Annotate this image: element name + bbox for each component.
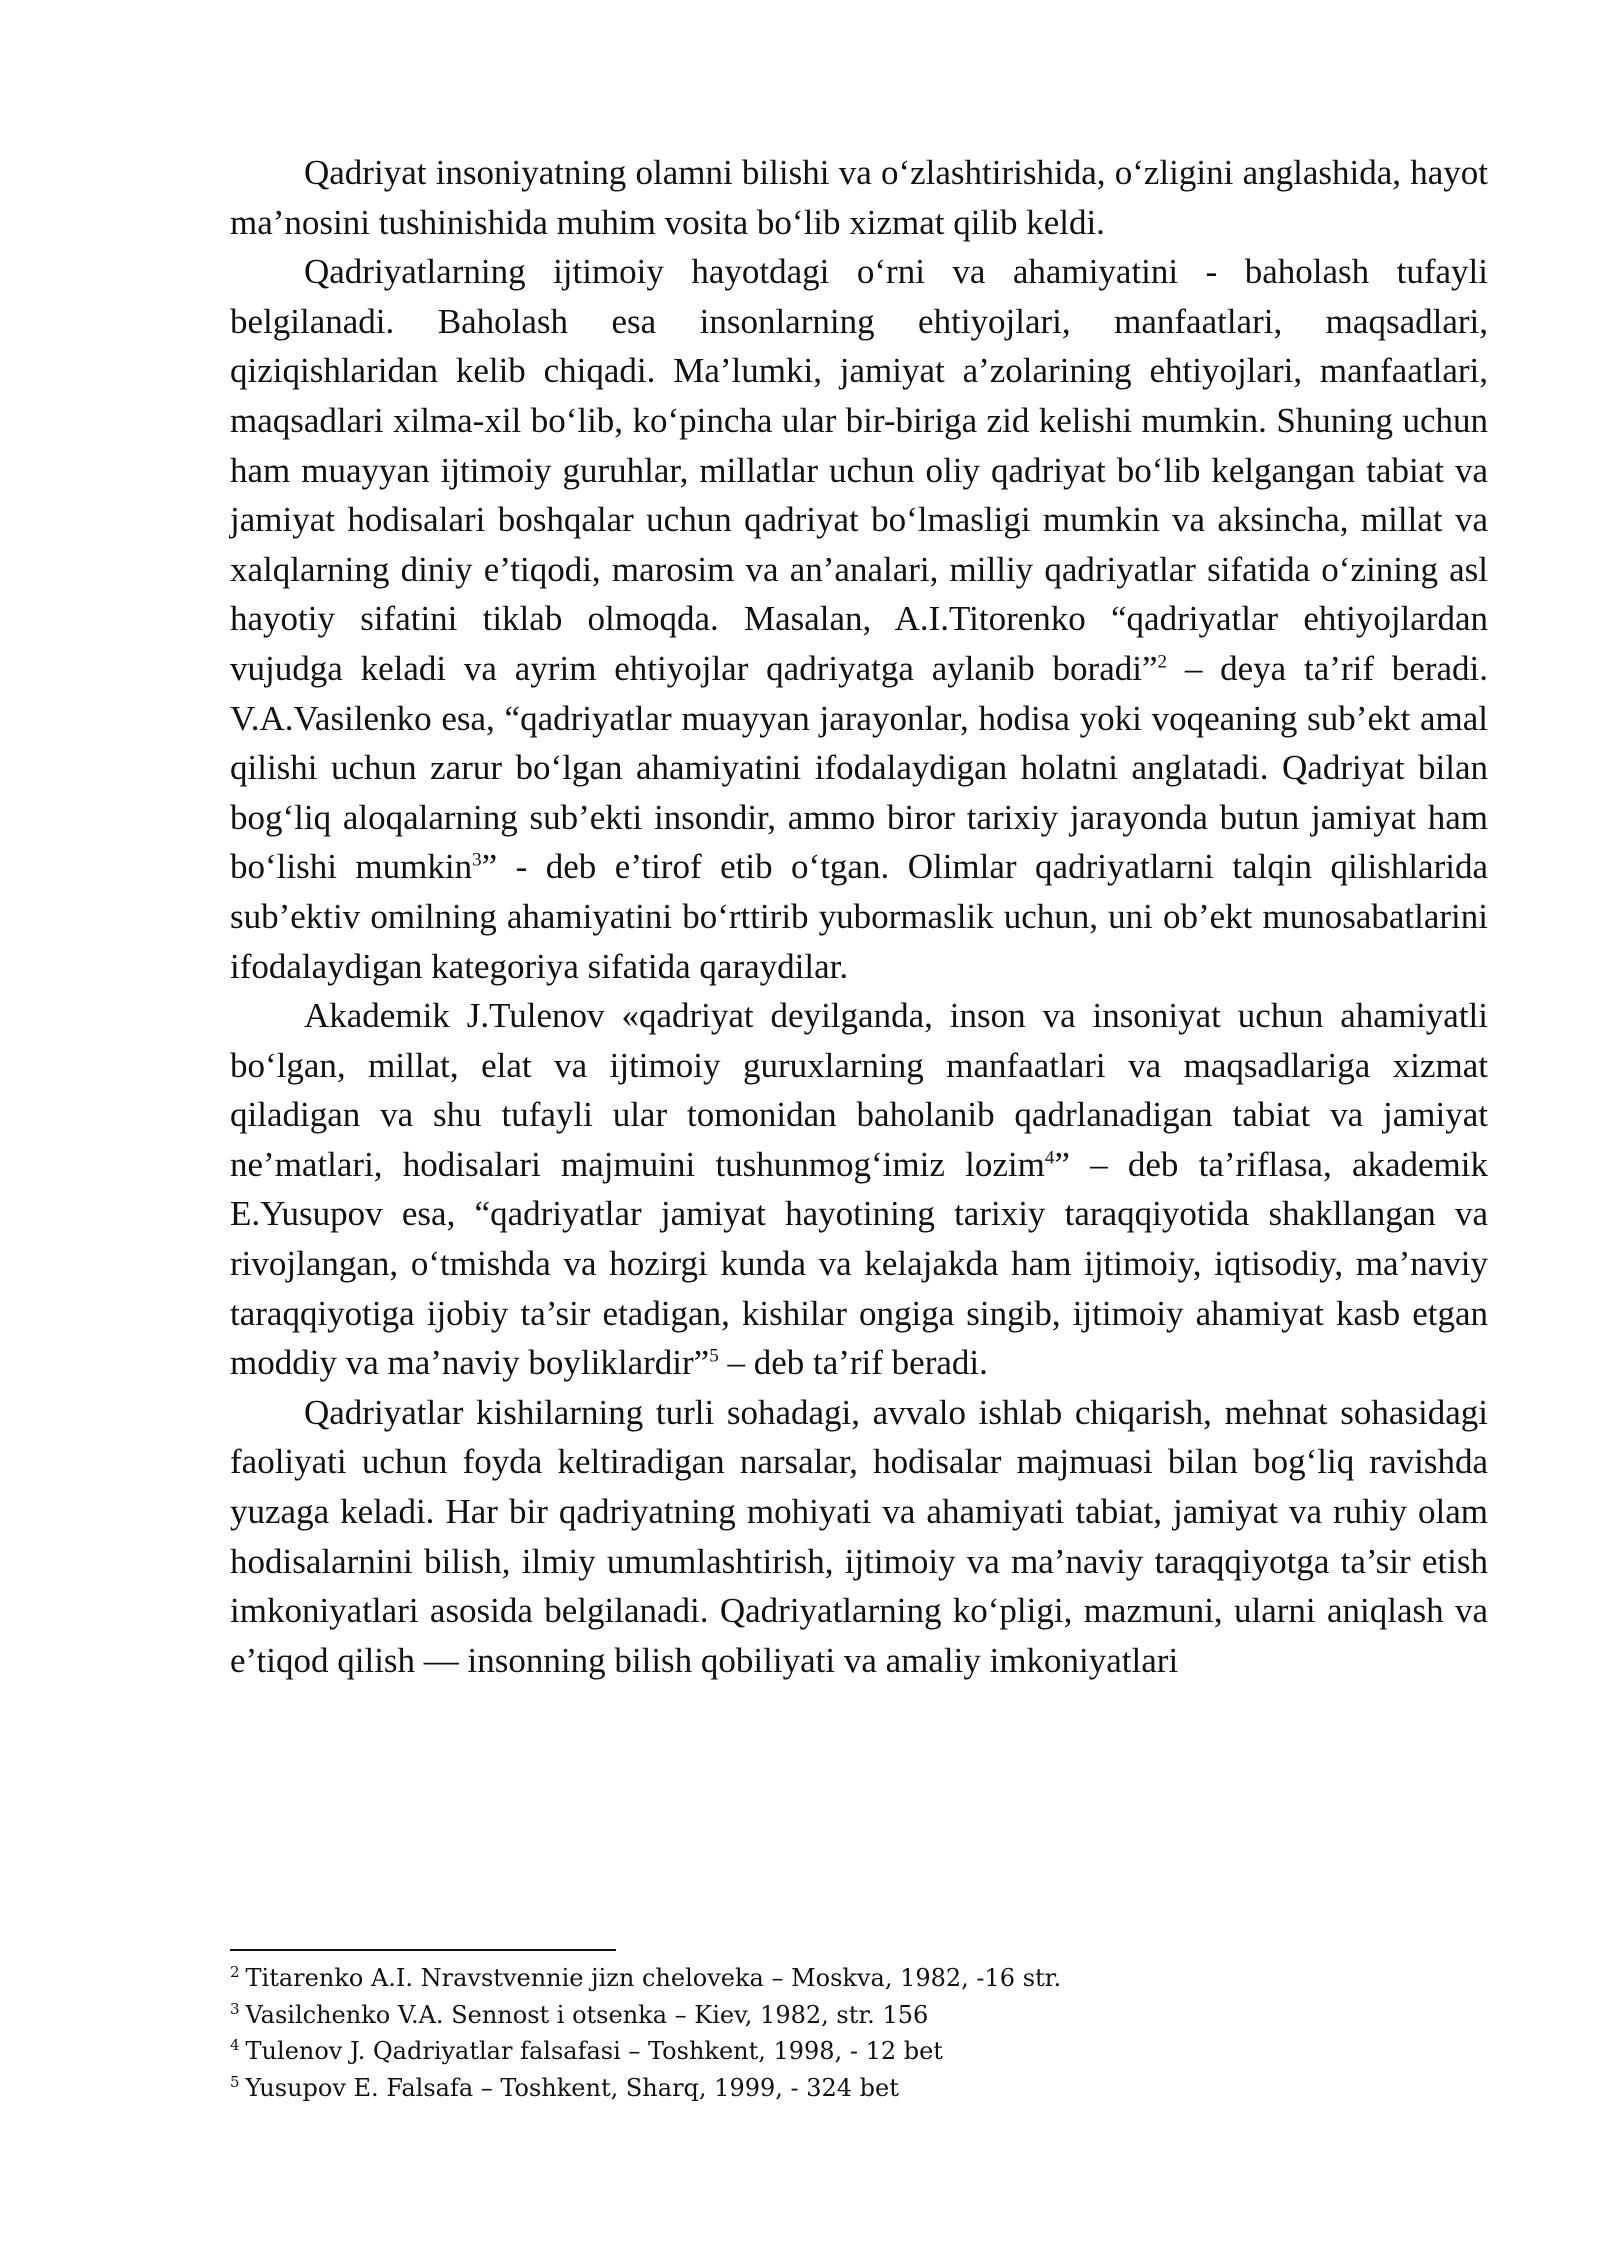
paragraph-text: Akademik J.Tulenov «qadriyat deyilganda, inson va insoniyat uchun ahamiyatli bo‘lgan, millat, elat va ijtimoiy guruxlarning manfaatlari va maqsadlariga xizmat qiladigan va shu tufayli ular tomonidan baholanib qadrlanadigan tabiat va jamiyat ne’matlari, hodisalari majmuini tushunmog‘imiz lozim (230, 996, 1488, 1184)
footnote-number: 5 (230, 2072, 240, 2091)
footnote-text: Titarenko A.I. Nravstvennie jizn cheloveka – Moskva, 1982, -16 str. (245, 1964, 1062, 1992)
footnote-ref-2[interactable]: 2 (1157, 651, 1167, 673)
paragraph-4 (230, 1388, 1488, 1686)
document-body (230, 148, 1488, 1685)
paragraph-2 (230, 247, 1488, 991)
paragraph-1 (230, 148, 1488, 247)
footnote-ref-3[interactable]: 3 (472, 849, 482, 871)
footnote-separator (230, 1949, 616, 1951)
footnote-2 (230, 1960, 1488, 1997)
paragraph-text: – deya ta’rif beradi. V.A.Vasilenko esa, “qadriyatlar muayyan jarayonlar, hodisa yoki voqeaning sub’ekt amal qilishi uchun zarur bo‘lgan ahamiyatini ifodalaydigan holatni anglatadi. Qadriyat bilan bog‘liq aloqalarning sub’ekti insondir, ammo biror tarixiy jarayonda butun jamiyat ham bo‘lishi mumkin (230, 648, 1489, 887)
paragraph-text: ” – deb ta’riflasa, akademik E.Yusupov esa, “qadriyatlar jamiyat hayotining tarixiy taraqqiyotida shakllangan va rivojlangan, o‘tmishda va hozirgi kunda va kelajakda ham ijtimoiy, iqtisodiy, ma’naviy taraqqiyotiga ijobiy ta’sir etadigan, kishilar ongiga singib, ijtimoiy ahamiyat kasb etgan moddiy va ma’naviy boyliklardir” (230, 1144, 1489, 1383)
paragraph-3 (230, 991, 1488, 1388)
paragraph-text: Qadriyatlar kishilarning turli sohadagi, avvalo ishlab chiqarish, mehnat sohasidagi faoliyati uchun foyda keltiradigan narsalar, hodisalar majmuasi bilan bog‘liq ravishda yuzaga keladi. Har bir qadriyatning mohiyati va ahamiyati tabiat, jamiyat va ruhiy olam hodisalarnini bilish, ilmiy umumlashtirish, ijtimoiy va ma’naviy taraqqiyotga ta’sir etish imkoniyatlari asosida belgilanadi. Qadriyatlarning ko‘pligi, mazmuni, ularni aniqlash va e’tiqod qilish — insonning bilish qobiliyati va amaliy imkoniyatlari (230, 1392, 1488, 1680)
paragraph-text: – deb ta’rif beradi. (718, 1343, 988, 1383)
footnote-4 (230, 2033, 1488, 2070)
footnote-3 (230, 1997, 1488, 2034)
paragraph-text: Qadriyatlarning ijtimoiy hayotdagi o‘rni va ahamiyatini - baholash tufayli belgilanadi. Baholash esa insonlarning ehtiyojlari, manfaatlari, maqsadlari, qiziqishlaridan kelib chiqadi. Ma’lumki, jamiyat a’zolarining ehtiyojlari, manfaatlari, maqsadlari xilma-xil bo‘lib, ko‘pincha ular bir-biriga zid kelishi mumkin. Shuning uchun ham muayyan ijtimoiy guruhlar, millatlar uchun oliy qadriyat bo‘lib kelgangan tabiat va jamiyat hodisalari boshqalar uchun qadriyat bo‘lmasligi mumkin va aksincha, millat va xalqlarning diniy e’tiqodi, marosim va an’analari, milliy qadriyatlar sifatida o‘zining asl hayotiy sifatini tiklab olmoqda. Masalan, A.I.Titorenko “qadriyatlar ehtiyojlardan vujudga keladi va ayrim ehtiyojlar qadriyatga aylanib boradi” (230, 252, 1488, 688)
paragraph-text: Qadriyat insoniyatning olamni bilishi va o‘zlashtirishida, o‘zligini anglashida, hayot ma’nosini tushinishida muhim vosita bo‘lib xizmat qilib keldi. (230, 153, 1488, 242)
footnote-text: Vasilchenko V.A. Sennost i otsenka – Kiev, 1982, str. 156 (245, 2000, 929, 2029)
footnote-text: Yusupov E. Falsafa – Toshkent, Sharq, 1999, - 324 bet (245, 2073, 899, 2102)
footnote-number: 3 (230, 1999, 240, 2018)
footnotes-section (230, 1960, 1488, 2106)
paragraph-text: ” - deb e’tirof etib o‘tgan. Olimlar qadriyatlarni talqin qilishlarida sub’ektiv omilning ahamiyatini bo‘rttirib yubormaslik uchun, uni ob’ekt munosabatlarini ifodalaydigan kategoriya sifatida qaraydilar. (230, 847, 1488, 986)
footnote-text: Tulenov J. Qadriyatlar falsafasi – Toshkent, 1998, - 12 bet (245, 2037, 943, 2065)
footnote-ref-5[interactable]: 5 (709, 1345, 719, 1367)
footnote-number: 4 (230, 2036, 240, 2054)
footnote-ref-4[interactable]: 4 (1044, 1147, 1055, 1169)
footnote-5 (230, 2070, 1488, 2107)
footnote-number: 2 (230, 1963, 240, 1981)
